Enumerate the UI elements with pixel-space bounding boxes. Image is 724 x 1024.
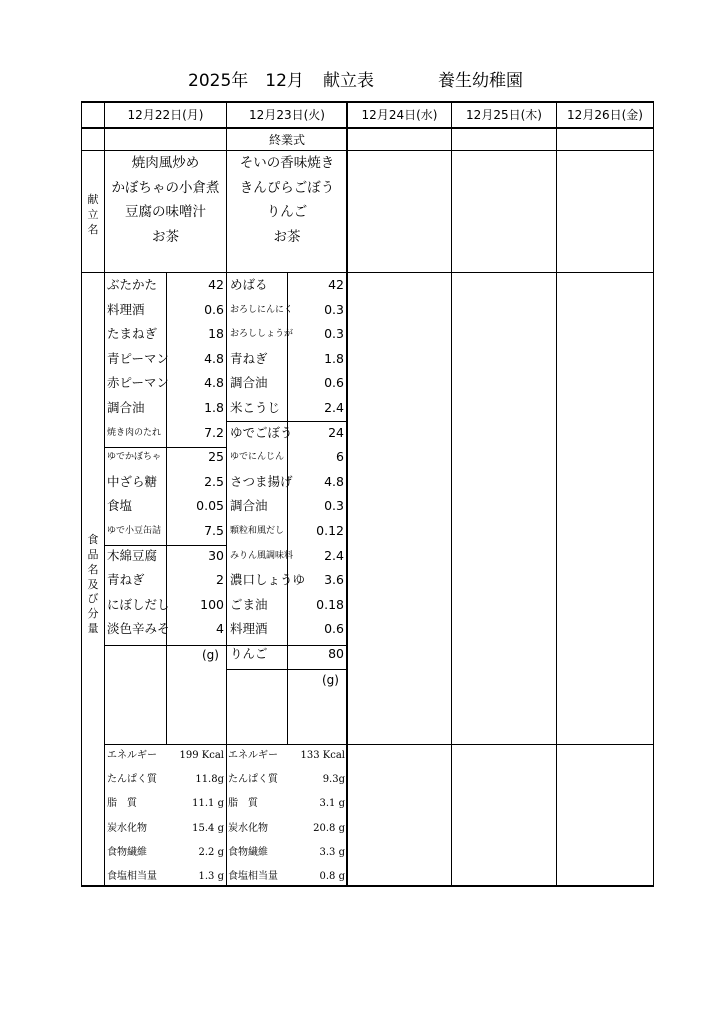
table-border-right bbox=[653, 101, 654, 887]
ingredient-name: 料理酒 bbox=[107, 301, 145, 317]
nutrition-value: 3.3 g bbox=[319, 846, 345, 858]
ingredient-quantity: 4.8 bbox=[204, 350, 224, 366]
ingredient-name: 木綿豆腐 bbox=[107, 547, 158, 563]
ingredient-name: りんご bbox=[230, 646, 268, 661]
ingredient-name: めばる bbox=[230, 277, 268, 292]
ingredient-name: ごま油 bbox=[230, 596, 268, 612]
ingredient-name: さつま揚げ bbox=[230, 473, 293, 489]
ingredient-quantity: 30 bbox=[208, 547, 224, 563]
ingredient-name: ゆでかぼちゃ bbox=[107, 452, 162, 463]
ingredient-name: ゆで小豆缶詰 bbox=[107, 526, 162, 536]
school-name: 養生幼稚園 bbox=[438, 71, 523, 91]
nutrition-value: 0.8 g bbox=[319, 871, 345, 882]
nutrition-value: 2.2 g bbox=[198, 846, 224, 858]
qty-divider-mon bbox=[166, 272, 167, 744]
nutrition-label: 脂 質 bbox=[107, 798, 137, 810]
nutrition-label: 炭水化物 bbox=[107, 822, 147, 834]
ingredient-quantity: 80 bbox=[328, 646, 344, 661]
nutrition-label: エネルギー bbox=[228, 750, 278, 761]
ingredient-quantity: 0.6 bbox=[324, 621, 344, 637]
dish-separator-mon-3 bbox=[104, 645, 226, 646]
dish-separator-mon-1 bbox=[104, 447, 226, 448]
ingredient-quantity: 0.3 bbox=[324, 498, 344, 514]
nutrition-value: 1.3 g bbox=[198, 871, 224, 882]
day-header-tue: 12月23日(火) bbox=[249, 108, 325, 122]
ingredient-name: 調合油 bbox=[230, 498, 268, 514]
nutrition-value: 9.3g bbox=[322, 774, 345, 786]
ingredient-quantity: 24 bbox=[328, 424, 344, 440]
ingredient-name: 料理酒 bbox=[230, 621, 268, 637]
ingredient-name: 調合油 bbox=[230, 375, 268, 391]
dish-name: 焼肉風炒め bbox=[131, 155, 200, 171]
row-divider-header bbox=[81, 127, 654, 129]
row-divider-ingredients bbox=[104, 744, 654, 745]
col-divider-thu bbox=[556, 101, 557, 887]
dish-name: そいの香味焼き bbox=[239, 155, 335, 171]
dish-name: きんぴらごぼう bbox=[239, 179, 335, 196]
unit-label: (g) bbox=[322, 672, 339, 687]
nutrition-value: 199 Kcal bbox=[179, 750, 224, 761]
nutrition-label: 食物繊維 bbox=[228, 846, 268, 858]
ingredient-name: 淡色辛みそ bbox=[107, 621, 170, 637]
nutrition-value: 20.8 g bbox=[313, 822, 345, 834]
ingredient-name: ぶたかた bbox=[107, 277, 158, 292]
table-border-bottom bbox=[81, 885, 654, 887]
ingredient-quantity: 25 bbox=[208, 449, 224, 465]
table-border-top bbox=[81, 101, 654, 103]
row-label-menu: 献立名 bbox=[87, 193, 99, 236]
ingredient-name: みりん風調味料 bbox=[230, 550, 294, 561]
ingredient-quantity: 3.6 bbox=[324, 572, 344, 588]
dish-separator-tue-3 bbox=[226, 669, 347, 670]
ingredient-name: 米こうじ bbox=[230, 400, 281, 415]
nutrition-label: 食塩相当量 bbox=[228, 871, 278, 882]
ingredient-quantity: 4 bbox=[216, 621, 224, 637]
qty-divider-tue bbox=[287, 272, 288, 744]
unit-label: (g) bbox=[202, 648, 219, 662]
nutrition-label: 脂 質 bbox=[228, 798, 258, 810]
ingredient-name: 調合油 bbox=[107, 400, 145, 415]
row-label-ingredients: 食品名及び分量 bbox=[87, 533, 99, 636]
nutrition-value: 11.8g bbox=[195, 774, 224, 786]
ingredient-quantity: 100 bbox=[200, 596, 224, 612]
ingredient-quantity: 0.3 bbox=[324, 326, 344, 342]
ingredient-name: 顆粒和風だし bbox=[230, 526, 285, 536]
ingredient-quantity: 0.18 bbox=[316, 596, 344, 612]
ingredient-name: 焼き肉のたれ bbox=[107, 427, 162, 438]
nutrition-label: たんぱく質 bbox=[228, 774, 278, 786]
nutrition-value: 15.4 g bbox=[192, 822, 224, 834]
ingredient-name: にぼしだし bbox=[107, 596, 170, 612]
ingredient-quantity: 4.8 bbox=[324, 473, 344, 489]
ingredient-quantity: 42 bbox=[208, 277, 224, 292]
ingredient-quantity: 1.8 bbox=[204, 400, 224, 415]
page-title: 献立表 bbox=[323, 71, 374, 91]
row-divider-event bbox=[81, 150, 654, 151]
ingredient-quantity: 42 bbox=[328, 277, 344, 292]
ingredient-name: 青ねぎ bbox=[107, 572, 145, 588]
dish-name: りんご bbox=[266, 204, 308, 220]
ingredient-quantity: 18 bbox=[208, 326, 224, 342]
day-header-mon: 12月22日(月) bbox=[127, 108, 204, 122]
ingredient-quantity: 0.6 bbox=[204, 301, 224, 317]
dish-separator-tue-1 bbox=[226, 421, 347, 422]
ingredient-quantity: 0.6 bbox=[324, 375, 344, 391]
ingredient-name: ゆでにんじん bbox=[230, 452, 285, 463]
title-year-month: 2025年 12月 bbox=[188, 71, 304, 91]
ingredient-quantity: 4.8 bbox=[204, 375, 224, 391]
ingredient-name: 濃口しょうゆ bbox=[230, 572, 306, 588]
dish-name: かぼちゃの小倉煮 bbox=[111, 179, 220, 196]
ingredient-quantity: 2 bbox=[216, 572, 224, 588]
dish-name: 豆腐の味噌汁 bbox=[125, 204, 206, 220]
ingredient-name: 青ねぎ bbox=[230, 350, 268, 366]
ingredient-quantity: 1.8 bbox=[324, 350, 344, 366]
ingredient-name: たまねぎ bbox=[107, 326, 158, 342]
nutrition-value: 133 Kcal bbox=[300, 750, 345, 761]
dish-separator-mon-2 bbox=[104, 545, 226, 546]
day-header-thu: 12月25日(木) bbox=[466, 108, 542, 122]
table-border-left bbox=[81, 101, 82, 887]
day-header-fri: 12月26日(金) bbox=[567, 108, 643, 122]
nutrition-label: 炭水化物 bbox=[228, 822, 268, 834]
ingredient-name: 青ピーマン bbox=[107, 350, 170, 366]
dish-name: お茶 bbox=[273, 228, 301, 245]
ingredient-name: ゆでごぼう bbox=[230, 424, 293, 440]
ingredient-quantity: 2.4 bbox=[324, 400, 344, 415]
dish-name: お茶 bbox=[152, 228, 179, 245]
nutrition-label: たんぱく質 bbox=[107, 774, 157, 786]
nutrition-value: 3.1 g bbox=[319, 798, 345, 810]
ingredient-quantity: 7.5 bbox=[204, 523, 224, 538]
nutrition-value: 11.1 g bbox=[192, 798, 224, 810]
ingredient-quantity: 0.12 bbox=[316, 523, 344, 538]
ingredient-name: おろしにんにく bbox=[230, 304, 294, 315]
ingredient-name: 食塩 bbox=[107, 498, 133, 514]
ingredient-quantity: 2.4 bbox=[324, 547, 344, 563]
nutrition-label: 食塩相当量 bbox=[107, 871, 157, 882]
col-divider-wed bbox=[451, 101, 452, 887]
ingredient-name: おろししょうが bbox=[230, 329, 294, 340]
event-label: 終業式 bbox=[268, 133, 305, 147]
ingredient-quantity: 6 bbox=[336, 449, 344, 465]
nutrition-label: エネルギー bbox=[107, 750, 157, 761]
nutrition-label: 食物繊維 bbox=[107, 846, 147, 858]
ingredient-quantity: 0.05 bbox=[196, 498, 224, 514]
ingredient-name: 赤ピーマン bbox=[107, 375, 170, 391]
ingredient-name: 中ざら糖 bbox=[107, 473, 158, 489]
day-header-wed: 12月24日(水) bbox=[361, 108, 438, 122]
ingredient-quantity: 0.3 bbox=[324, 301, 344, 317]
ingredient-quantity: 2.5 bbox=[204, 473, 224, 489]
ingredient-quantity: 7.2 bbox=[204, 424, 224, 440]
